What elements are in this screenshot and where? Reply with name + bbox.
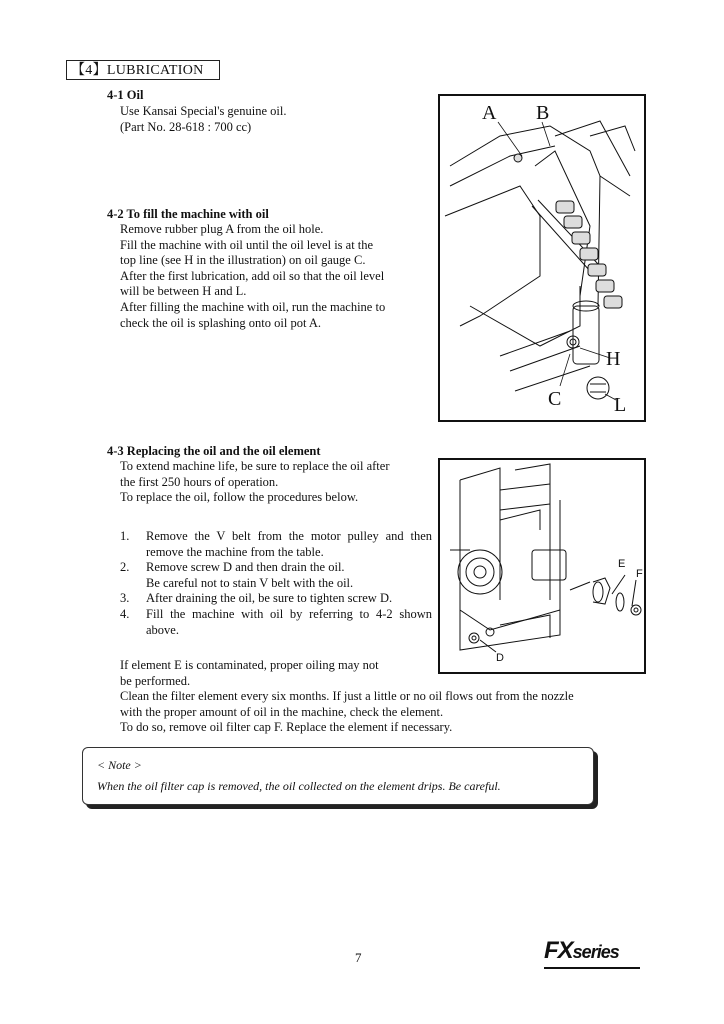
- page-number: 7: [355, 950, 362, 965]
- s43-after-line: with the proper amount of oil in the machine, check the element.: [120, 704, 444, 719]
- s42-line: After the first lubrication, add oil so that the oil level: [120, 268, 385, 283]
- s43-intro: [120, 459, 440, 506]
- s43-intro-line: To replace the oil, follow the procedures below.: [120, 490, 359, 505]
- s42-line: check the oil is splashing onto oil pot A.: [120, 315, 322, 330]
- note-title: < Note >: [97, 758, 142, 772]
- step-item: [120, 529, 432, 560]
- s43-after-line: be performed.: [120, 673, 191, 688]
- step-number: 4.: [120, 606, 130, 621]
- label-a: A: [482, 102, 497, 124]
- heading-4-2: 4-2 To fill the machine with oil: [107, 207, 269, 221]
- step-number: 1.: [120, 529, 130, 543]
- heading-4-1: 4-1 Oil: [107, 88, 144, 102]
- step-item: [120, 591, 432, 607]
- label-c: C: [548, 388, 562, 410]
- s43-after-line: Clean the filter element every six months. If just a little or no oil flows out from the nozzle: [120, 689, 574, 704]
- s41-text: [120, 104, 286, 135]
- s43-after-line: If element E is contaminated, proper oiling may not: [120, 658, 379, 672]
- s43-intro-line: To extend machine life, be sure to replace the oil after: [120, 459, 390, 473]
- step-text: Remove the V belt from the motor pulley and then remove the machine from the table.: [146, 529, 432, 559]
- s42-line: will be between H and L.: [120, 284, 247, 299]
- s42-text: [120, 222, 440, 331]
- step-item: [120, 560, 432, 591]
- step-number: 3.: [120, 591, 130, 606]
- label-h: H: [606, 348, 621, 370]
- step-item: [120, 607, 432, 638]
- label-b: B: [536, 102, 550, 124]
- s41-line: Use Kansai Special's genuine oil.: [120, 104, 287, 118]
- logo-fx: FX: [544, 937, 573, 964]
- logo-underline: [544, 967, 640, 969]
- step-number: 2.: [120, 560, 130, 575]
- sewing-machine-illustration: [440, 96, 644, 420]
- s42-line: After filling the machine with oil, run the machine to: [120, 299, 386, 314]
- s43-intro-line: the first 250 hours of operation.: [120, 474, 279, 489]
- label-d: D: [496, 652, 504, 664]
- step-text: After draining the oil, be sure to tighten screw D.: [146, 591, 393, 606]
- s42-line: Fill the machine with oil until the oil level is at the: [120, 237, 374, 252]
- note-box: [82, 747, 594, 805]
- s43-after-line: To do so, remove oil filter cap F. Replace the element if necessary.: [120, 720, 453, 735]
- heading-4-3: 4-3 Replacing the oil and the oil element: [107, 444, 321, 458]
- label-e: E: [618, 558, 626, 570]
- s42-line: Remove rubber plug A from the oil hole.: [120, 222, 324, 236]
- step-text: Remove screw D and then drain the oil.: [146, 560, 345, 575]
- step-text: Fill the machine with oil by referring to 4-2 shown above.: [146, 606, 432, 637]
- logo-series: series: [572, 942, 619, 962]
- procedure-list: [120, 529, 432, 638]
- figure-oil-element: [438, 458, 646, 674]
- section-title: 【4】LUBRICATION: [66, 60, 220, 80]
- note-text: When the oil filter cap is removed, the oil collected on the element drips. Be careful.: [97, 779, 501, 793]
- step-subtext: Be careful not to stain V belt with the oil.: [146, 575, 354, 590]
- s41-line: (Part No. 28-618 : 700 cc): [120, 119, 252, 134]
- label-l: L: [614, 394, 627, 416]
- label-f: F: [636, 568, 643, 580]
- fx-series-logo: [544, 937, 619, 965]
- s42-line: top line (see H in the illustration) on oil gauge C.: [120, 253, 366, 268]
- oil-element-illustration: [440, 460, 644, 672]
- figure-oil-gauge: [438, 94, 646, 422]
